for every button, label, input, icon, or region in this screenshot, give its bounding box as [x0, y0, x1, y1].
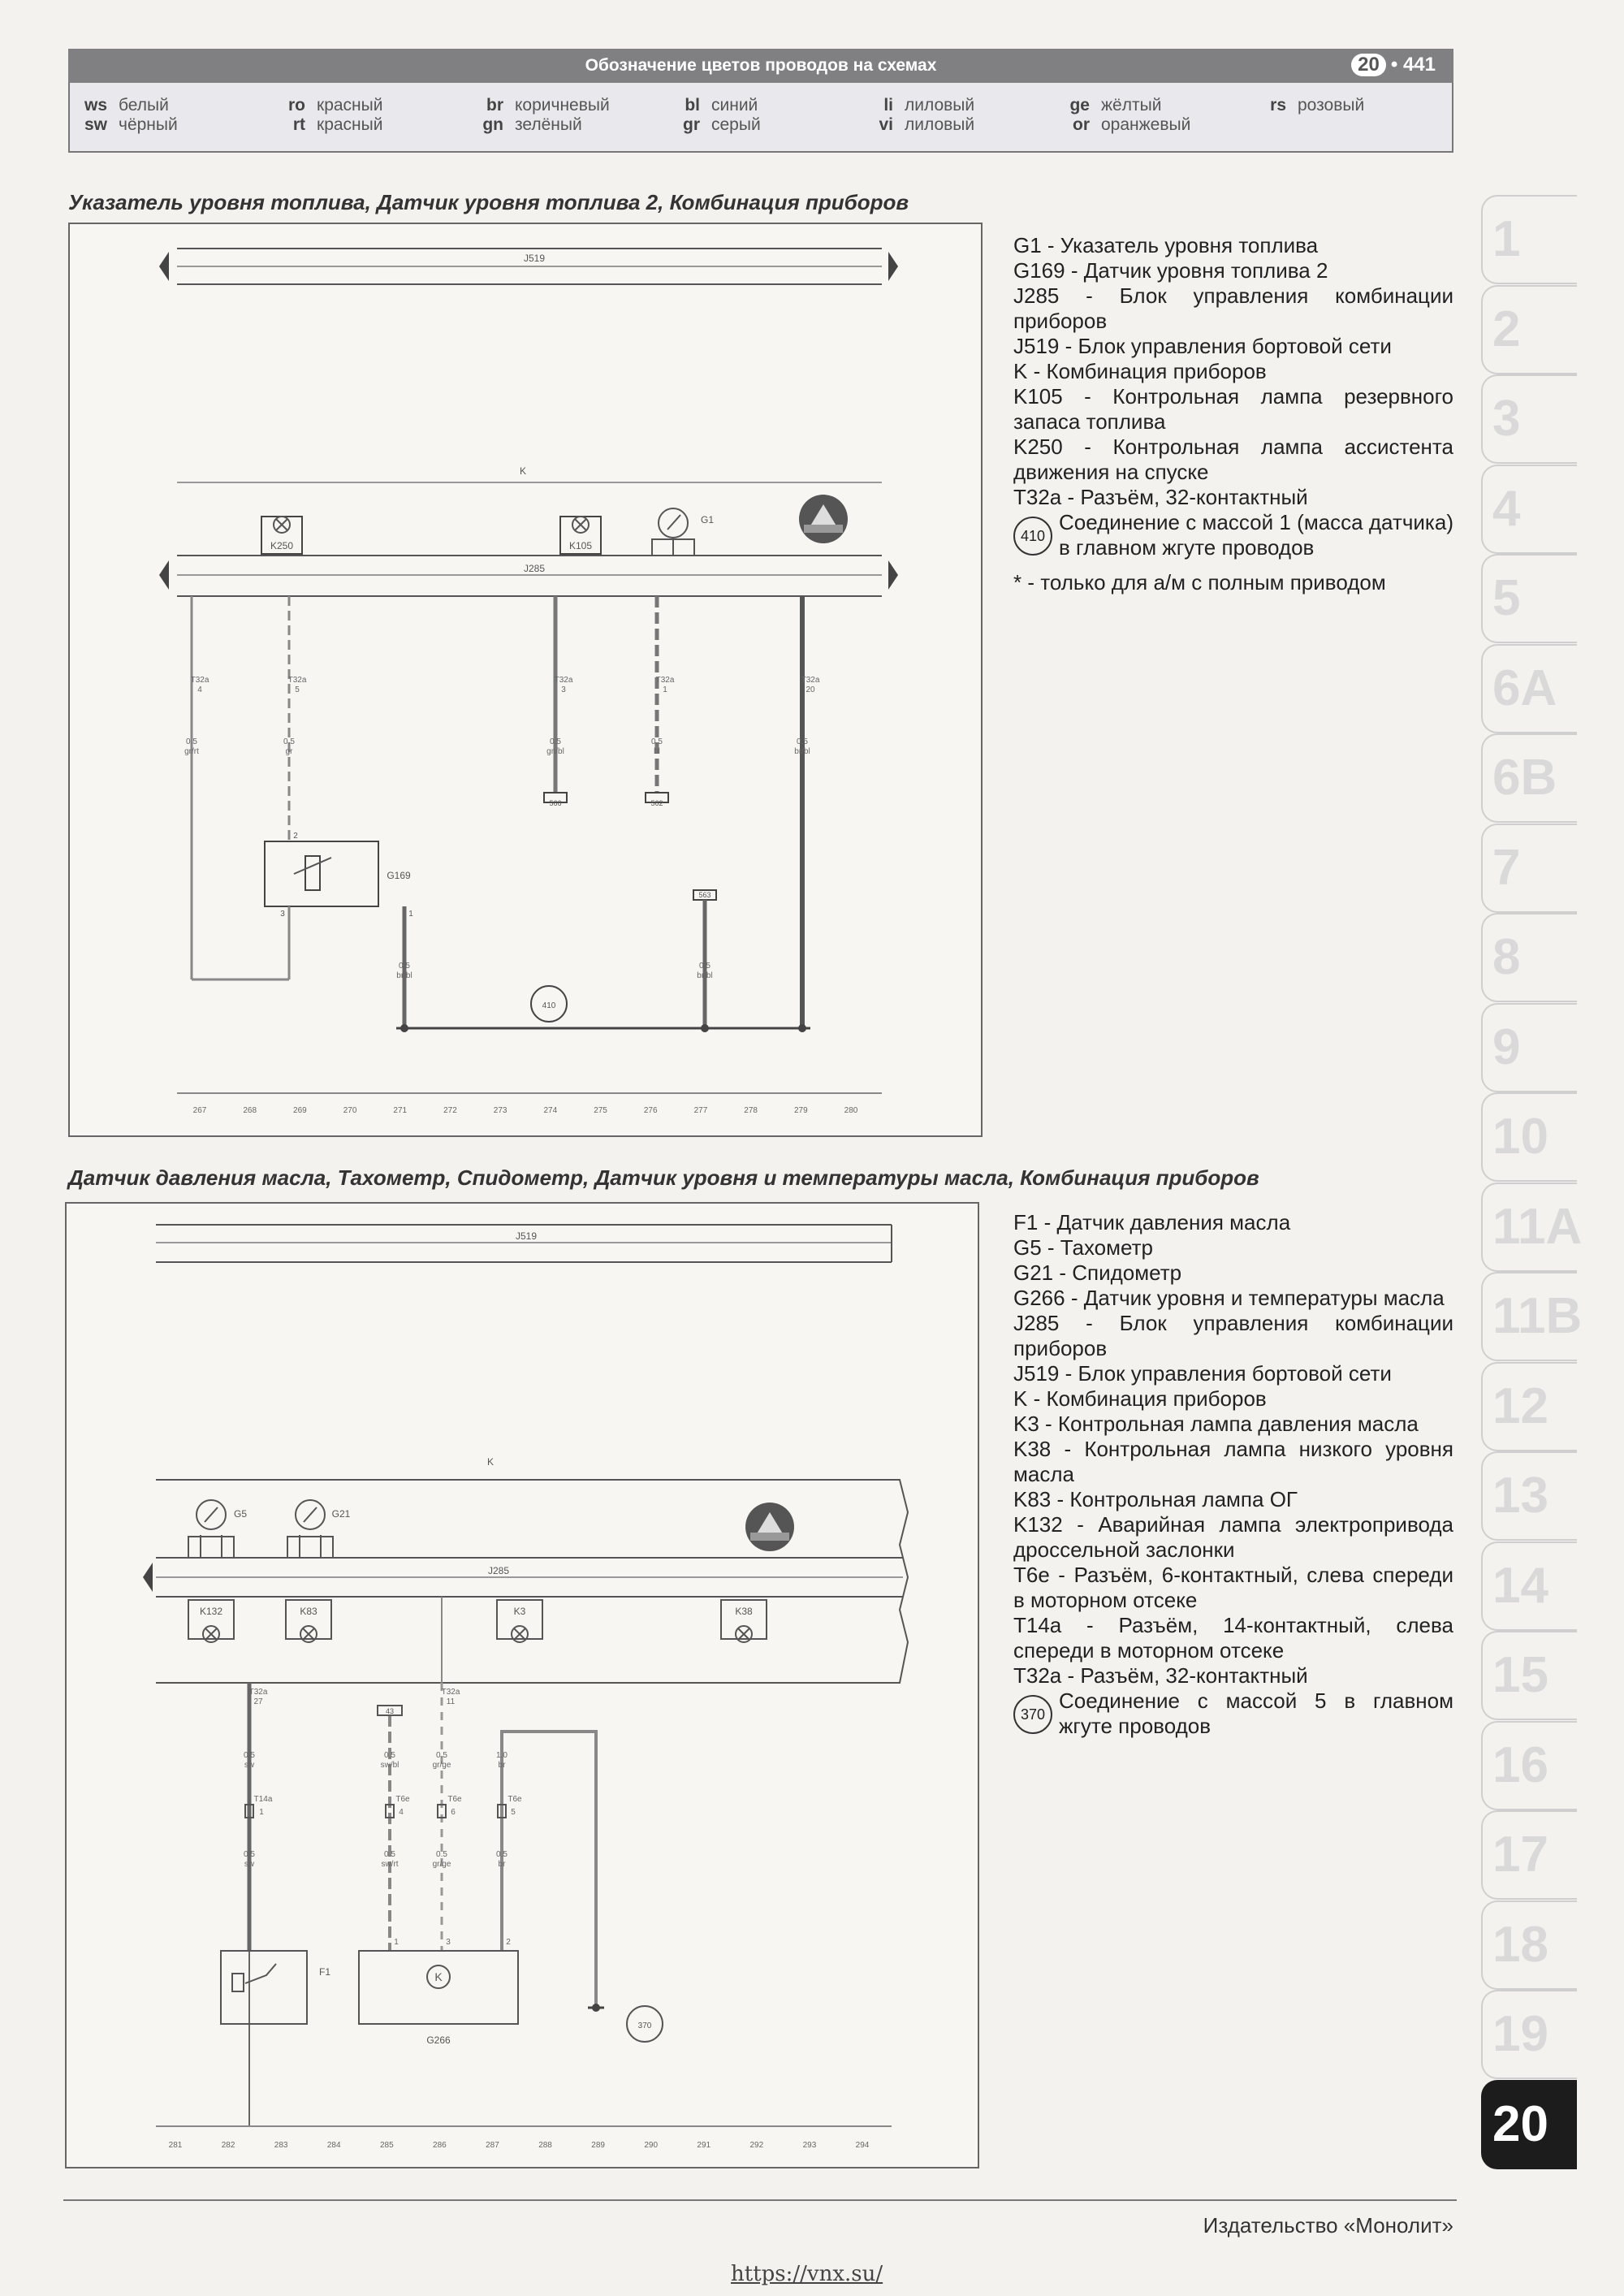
s1-sensor-pin: 1 [408, 910, 413, 919]
legend-item: J519 - Блок управления бортовой сети [1013, 1361, 1392, 1386]
chapter-tab-20[interactable]: 20 [1481, 2080, 1577, 2169]
column-number: 273 [493, 1106, 508, 1115]
svg-text:br/bl: br/bl [794, 747, 810, 756]
section1-wiring-svg [70, 224, 981, 1135]
svg-text:1.0: 1.0 [496, 1751, 508, 1760]
legend-item: G1 - Указатель уровня топлива [1013, 233, 1319, 257]
chapter-tab-13[interactable]: 13 [1481, 1451, 1577, 1541]
svg-text:T6e: T6e [447, 1795, 462, 1804]
svg-text:br/bl: br/bl [697, 971, 713, 980]
legend-rows [68, 96, 1453, 153]
section1-footnote: * - только для а/м с полным приводом [1013, 570, 1386, 595]
s2-connector-label [508, 1795, 522, 1817]
chapter-tab-4[interactable]: 4 [1481, 465, 1577, 554]
color-code: bl [685, 96, 700, 115]
s1-j519-label: J519 [523, 253, 546, 264]
mass-number: 410 [1013, 517, 1052, 556]
legend-item: J519 - Блок управления бортовой сети [1013, 334, 1392, 358]
s2-wire-label [496, 1850, 508, 1869]
publisher: Издательство «Монолит» [1203, 2213, 1453, 2238]
column-number: 277 [693, 1106, 708, 1115]
legend-title-bar [68, 49, 1453, 83]
mass-text: Соединение с массой 5 в главном жгуте проводов [1059, 1688, 1453, 1738]
section2-legend-list [1013, 1210, 1453, 1688]
svg-text:0.5: 0.5 [436, 1751, 447, 1760]
s2-sensor-f1: F1 [318, 1966, 331, 1978]
column-number: 280 [844, 1106, 858, 1115]
s1-pin-label [546, 676, 573, 756]
svg-text:T6e: T6e [395, 1795, 410, 1804]
monolit-logo-icon [745, 1503, 794, 1551]
s2-wire-label [381, 1850, 398, 1869]
svg-text:6: 6 [451, 1808, 456, 1817]
svg-text:4: 4 [197, 685, 202, 694]
svg-text:sw/rt: sw/rt [381, 1860, 399, 1869]
svg-text:0.5: 0.5 [797, 737, 808, 746]
s2-gauge-g5: G5 [233, 1508, 248, 1520]
svg-text:br: br [498, 1860, 506, 1869]
section2-wiring-svg [67, 1204, 978, 2167]
svg-text:0.5: 0.5 [384, 1751, 395, 1760]
color-name: жёлтый [1101, 96, 1162, 115]
svg-text:sw: sw [244, 1860, 255, 1869]
s2-ground-370: 370 [637, 2021, 652, 2030]
svg-text:gr/ge: gr/ge [432, 1761, 451, 1770]
legend-item: G169 - Датчик уровня топлива 2 [1013, 258, 1328, 283]
s2-lamp-k83: K83 [300, 1606, 317, 1617]
chapter-tab-11b[interactable]: 11B [1481, 1272, 1577, 1361]
legend-item: G21 - Спидометр [1013, 1260, 1182, 1285]
column-number: 275 [594, 1106, 607, 1115]
legend-item: K250 - Контрольная лампа ассистента движения на спуске [1013, 435, 1453, 484]
page-number-value: 441 [1402, 54, 1436, 76]
color-name: лиловый [905, 115, 975, 134]
color-code: gr [683, 115, 700, 134]
color-code: sw [84, 115, 107, 134]
legend-item: K - Комбинация приборов [1013, 1386, 1267, 1411]
svg-text:0.5: 0.5 [244, 1751, 255, 1760]
s2-sensor-g266: G266 [426, 2034, 451, 2046]
color-code: or [1073, 115, 1090, 134]
color-name: розовый [1298, 96, 1365, 115]
chapter-tab-6a[interactable]: 6A [1481, 644, 1577, 733]
chapter-tab-2[interactable]: 2 [1481, 285, 1577, 374]
color-code: vi [879, 115, 893, 134]
chapter-tab-17[interactable]: 17 [1481, 1810, 1577, 1900]
legend-item: J285 - Блок управления комбинации приборов [1013, 283, 1453, 333]
chapter-tab-16[interactable]: 16 [1481, 1721, 1577, 1810]
s2-k-symbol: K [434, 1970, 443, 1983]
svg-text:bl: bl [654, 747, 660, 756]
s1-pin-label [283, 676, 307, 756]
legend-item: K3 - Контрольная лампа давления масла [1013, 1412, 1419, 1436]
svg-text:sw/bl: sw/bl [380, 1761, 400, 1770]
column-number: 274 [543, 1106, 558, 1115]
column-number: 279 [793, 1106, 808, 1115]
s1-ground-wire-label [697, 962, 712, 980]
s1-j285-label: J285 [523, 563, 546, 574]
color-name: коричневый [515, 96, 610, 115]
chapter-tab-5[interactable]: 5 [1481, 554, 1577, 643]
color-name: чёрный [119, 115, 178, 134]
svg-text:gr: gr [285, 747, 293, 756]
svg-text:br/bl: br/bl [396, 971, 412, 980]
legend-item: F1 - Датчик давления масла [1013, 1210, 1291, 1234]
color-code: gn [482, 115, 503, 134]
mass-number: 370 [1013, 1695, 1052, 1734]
svg-text:gr/ge: gr/ge [432, 1860, 451, 1869]
svg-text:T32a: T32a [248, 1688, 268, 1697]
svg-text:0.5: 0.5 [399, 962, 410, 971]
column-number: 270 [343, 1106, 357, 1115]
legend-item: K83 - Контрольная лампа ОГ [1013, 1487, 1298, 1511]
s2-wire-label [244, 1751, 255, 1770]
section2-title: Датчик давления масла, Тахометр, Спидометр, Датчик уровня и температуры масла, Комбинация приборов [68, 1165, 1259, 1190]
svg-text:0.5: 0.5 [651, 737, 663, 746]
color-code: ws [84, 96, 107, 115]
color-name: лиловый [905, 96, 975, 115]
column-number: 268 [243, 1106, 257, 1115]
chapter-tab-9[interactable]: 9 [1481, 1003, 1577, 1092]
column-number: 288 [538, 2141, 552, 2150]
legend-item: T32a - Разъём, 32-контактный [1013, 1663, 1308, 1688]
s2-j519-label: J519 [515, 1230, 538, 1242]
page-separator: • [1390, 54, 1398, 76]
svg-text:3: 3 [561, 685, 566, 694]
svg-text:T32a: T32a [441, 1688, 460, 1697]
svg-text:4: 4 [399, 1808, 404, 1817]
color-code: li [883, 96, 893, 115]
svg-text:1: 1 [663, 685, 667, 694]
s1-ground-410: 410 [542, 1001, 556, 1010]
color-name: зелёный [515, 115, 582, 134]
svg-text:0.5: 0.5 [244, 1850, 255, 1859]
svg-text:T6e: T6e [508, 1795, 522, 1804]
s1-pin-label [794, 676, 820, 756]
svg-text:11: 11 [446, 1697, 456, 1706]
chapter-tab-8[interactable]: 8 [1481, 913, 1577, 1002]
chapter-tab-11a[interactable]: 11A [1481, 1183, 1577, 1272]
svg-text:0.5: 0.5 [436, 1850, 447, 1859]
chapter-tab-19[interactable]: 19 [1481, 1990, 1577, 2079]
column-number: 283 [274, 2141, 288, 2150]
chapter-tab-1[interactable]: 1 [1481, 195, 1577, 284]
s1-sensor-pin: 3 [280, 910, 285, 919]
column-number: 278 [744, 1106, 758, 1115]
legend-item: J285 - Блок управления комбинации приборов [1013, 1311, 1453, 1360]
footer-divider [63, 2199, 1457, 2201]
legend-item: T14a - Разъём, 14-контактный, слева спереди в моторном отсеке [1013, 1613, 1453, 1663]
svg-text:T32a: T32a [190, 676, 209, 685]
color-code: rt [292, 115, 305, 134]
s1-ground-wire-label [396, 962, 412, 980]
color-code: ge [1069, 96, 1090, 115]
s1-gauge-g1: G1 [700, 514, 715, 525]
column-number: 291 [697, 2141, 711, 2150]
column-number: 290 [644, 2141, 659, 2150]
color-name: красный [317, 96, 383, 115]
svg-text:5: 5 [511, 1808, 516, 1817]
page-number [1351, 54, 1436, 76]
s2-wire-label [433, 1751, 451, 1770]
column-number: 289 [591, 2141, 605, 2150]
column-number: 292 [749, 2141, 764, 2150]
column-number: 285 [379, 2141, 394, 2150]
legend-item: K105 - Контрольная лампа резервного запаса топлива [1013, 384, 1453, 434]
color-code: rs [1270, 96, 1286, 115]
column-number: 267 [192, 1106, 207, 1115]
svg-text:0.5: 0.5 [384, 1850, 395, 1859]
s2-k-label: K [486, 1456, 495, 1468]
svg-text:1: 1 [259, 1808, 264, 1817]
chapter-tab-15[interactable]: 15 [1481, 1631, 1577, 1720]
s1-ref-562: 562 [650, 799, 663, 807]
svg-text:0.5: 0.5 [496, 1850, 508, 1859]
svg-text:T32a: T32a [655, 676, 675, 685]
section2-diagram [65, 1202, 979, 2168]
column-number: 269 [293, 1106, 307, 1115]
mass-text: Соединение с массой 1 (масса датчика) в главном жгуте проводов [1059, 510, 1453, 560]
svg-text:gr/rt: gr/rt [184, 747, 199, 756]
chapter-tab-14[interactable]: 14 [1481, 1541, 1577, 1631]
s2-pin-label [249, 1688, 268, 1706]
s2-lamp-k38: K38 [735, 1606, 753, 1617]
legend-item: K - Комбинация приборов [1013, 359, 1267, 383]
svg-text:gn/bl: gn/bl [546, 747, 564, 756]
s2-wire-label [244, 1850, 255, 1869]
svg-text:T32a: T32a [287, 676, 307, 685]
s1-ref-566: 566 [549, 799, 562, 807]
svg-text:0.5: 0.5 [699, 962, 710, 971]
color-code: ro [288, 96, 305, 115]
s1-pin-label [184, 676, 209, 756]
s1-lamp-k250: K250 [270, 540, 294, 551]
s2-gauge-g21: G21 [331, 1508, 351, 1520]
legend-item: G266 - Датчик уровня и температуры масла [1013, 1286, 1445, 1310]
svg-text:sw: sw [244, 1761, 255, 1770]
section2-legend [1013, 1210, 1453, 1739]
s2-wire-label [496, 1751, 508, 1770]
chapter-badge: 20 [1351, 54, 1386, 76]
column-number: 276 [643, 1106, 658, 1115]
svg-text:br: br [498, 1761, 506, 1770]
svg-text:0.5: 0.5 [550, 737, 561, 746]
column-number: 294 [855, 2141, 870, 2150]
s2-wire-label [381, 1751, 400, 1770]
legend-item: G5 - Тахометр [1013, 1235, 1153, 1260]
svg-text:T32a: T32a [554, 676, 573, 685]
svg-text:0.5: 0.5 [186, 737, 197, 746]
chapter-tab-7[interactable]: 7 [1481, 824, 1577, 913]
s2-connector-label [395, 1795, 410, 1817]
column-number: 284 [326, 2141, 341, 2150]
s2-ref-43: 43 [385, 1707, 395, 1715]
source-link[interactable]: https://vnx.su/ [731, 2262, 883, 2286]
s2-sensor-pin: 1 [394, 1938, 399, 1947]
legend-item: T6e - Разъём, 6-контактный, слева спереди в моторном отсеке [1013, 1563, 1453, 1612]
chapter-tab-12[interactable]: 12 [1481, 1362, 1577, 1451]
s2-lamp-k3: K3 [513, 1606, 526, 1617]
chapter-tab-10[interactable]: 10 [1481, 1092, 1577, 1182]
legend-item: K132 - Аварийная лампа электропривода дроссельной заслонки [1013, 1512, 1453, 1562]
s1-pin-label [651, 676, 675, 756]
s2-connector-label [447, 1795, 462, 1817]
column-number: 282 [221, 2141, 235, 2150]
s1-k-label: K [519, 465, 527, 477]
chapter-tab-3[interactable]: 3 [1481, 374, 1577, 464]
s1-ref-563: 563 [698, 891, 711, 899]
color-code: br [486, 96, 503, 115]
section1-legend-list [1013, 233, 1453, 510]
chapter-tab-18[interactable]: 18 [1481, 1900, 1577, 1990]
column-number: 281 [168, 2141, 183, 2150]
legend-item: K38 - Контрольная лампа низкого уровня масла [1013, 1437, 1453, 1486]
section1-title: Указатель уровня топлива, Датчик уровня топлива 2, Комбинация приборов [68, 190, 909, 214]
color-name: оранжевый [1101, 115, 1191, 134]
color-name: белый [119, 96, 169, 115]
section1-mass-note [1013, 510, 1453, 560]
svg-text:27: 27 [253, 1697, 263, 1706]
color-name: серый [711, 115, 761, 134]
svg-text:T14a: T14a [253, 1795, 273, 1804]
color-name: красный [317, 115, 383, 134]
svg-text:T32a: T32a [801, 676, 820, 685]
section1-legend [1013, 233, 1453, 595]
svg-text:20: 20 [806, 685, 815, 694]
column-number: 293 [802, 2141, 817, 2150]
column-number: 271 [393, 1106, 408, 1115]
chapter-tab-6b[interactable]: 6B [1481, 733, 1577, 823]
svg-text:5: 5 [295, 685, 300, 694]
color-name: синий [711, 96, 758, 115]
s2-connector-label [254, 1795, 273, 1817]
column-number: 286 [433, 2141, 447, 2150]
s2-wire-label [433, 1850, 451, 1869]
column-number: 287 [486, 2141, 499, 2150]
monolit-logo-icon [799, 495, 848, 543]
column-number: 272 [443, 1106, 457, 1115]
section1-diagram [68, 223, 983, 1137]
s2-sensor-pin: 3 [446, 1938, 451, 1947]
legend-item: T32a - Разъём, 32-контактный [1013, 485, 1308, 509]
section2-mass-note [1013, 1688, 1453, 1739]
s1-lamp-k105: K105 [568, 540, 593, 551]
s1-sensor-g169: G169 [387, 870, 411, 881]
svg-text:0.5: 0.5 [283, 737, 295, 746]
s2-sensor-pin: 2 [506, 1938, 511, 1947]
legend-title: Обозначение цветов проводов на схемах [585, 56, 937, 75]
s1-sensor-pin: 2 [293, 832, 298, 841]
s2-lamp-k132: K132 [199, 1606, 223, 1617]
s2-j285-label: J285 [487, 1565, 510, 1576]
s2-pin-label [442, 1688, 460, 1706]
